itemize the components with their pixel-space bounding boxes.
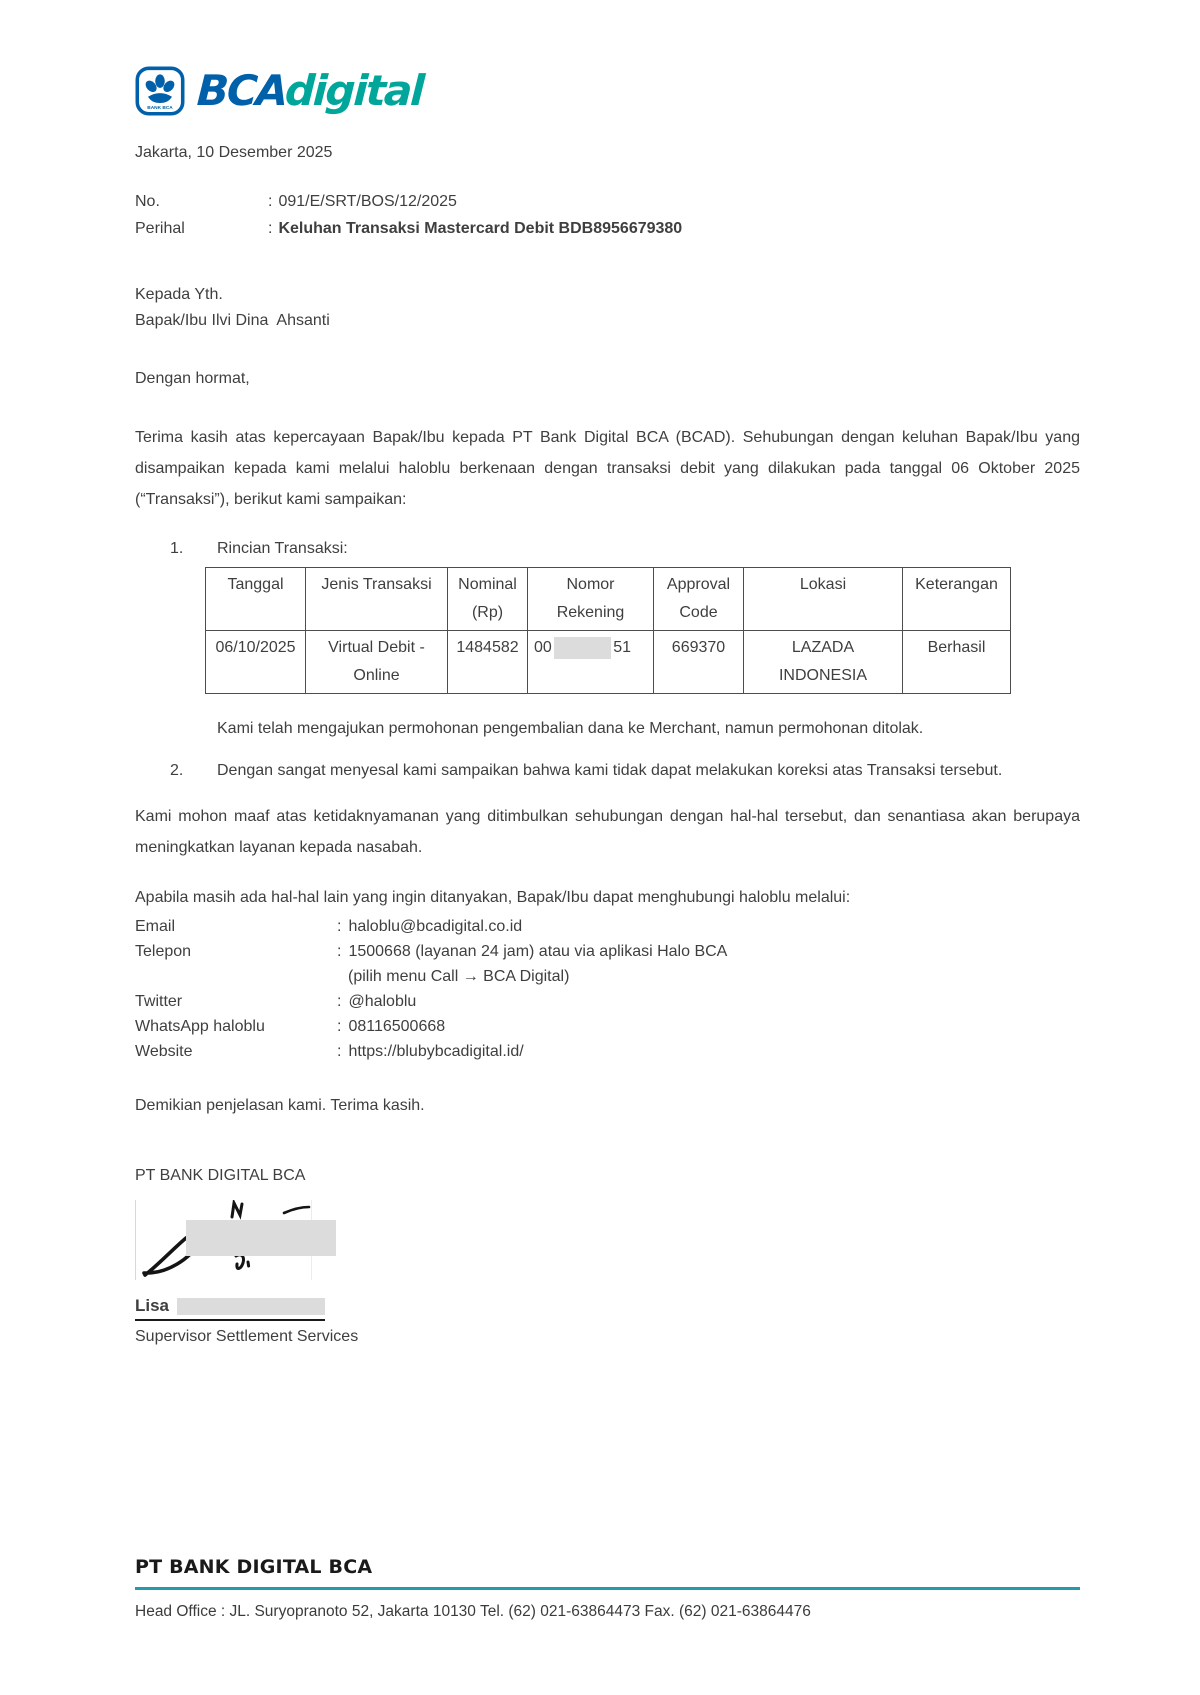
signer-title: Supervisor Settlement Services: [135, 1328, 359, 1345]
header-lokasi: Lokasi: [744, 568, 903, 631]
contact-colon: :: [337, 1043, 342, 1060]
logo-wordmark: [195, 66, 425, 115]
account-suffix: 51: [613, 639, 631, 656]
logo-bca-text: BCA: [195, 66, 287, 115]
contact-row-telepon: [135, 941, 1080, 962]
redaction-box-name: [177, 1298, 325, 1315]
list-item-2-number: 2.: [170, 762, 184, 779]
list-item-2-text: Dengan sangat menyesal kami sampaikan bahwa kami tidak dapat melakukan koreksi atas Transaksi tersebut.: [217, 762, 1003, 779]
recipient-line2: Bapak/Ibu Ilvi Dina Ahsanti: [135, 312, 330, 329]
recipient-block: [135, 285, 1080, 331]
contact-label-twitter: Twitter: [135, 993, 183, 1010]
contact-colon: :: [337, 943, 342, 960]
header-tanggal: Tanggal: [206, 568, 306, 631]
svg-text:BANK BCA: BANK BCA: [147, 106, 173, 112]
list-item-2: [135, 761, 1080, 781]
list-item-1: [135, 539, 1080, 559]
cell-lokasi: LAZADA INDONESIA: [744, 631, 903, 694]
contact-intro: Apabila masih ada hal-hal lain yang ingin ditanyakan, Bapak/Ibu dapat menghubungi haloblu melalui:: [135, 889, 851, 906]
letterhead-logo: [135, 64, 1080, 118]
contact-colon: :: [337, 1018, 342, 1035]
header-jenis-transaksi: Jenis Transaksi: [306, 568, 448, 631]
cell-nominal: 1484582: [448, 631, 528, 694]
letter-footer: [135, 1556, 1080, 1621]
perihal-value: Keluhan Transaksi Mastercard Debit BDB8956679380: [278, 220, 683, 237]
header-nomor-rekening: Nomor Rekening: [528, 568, 654, 631]
intro-paragraph: Terima kasih atas kepercayaan Bapak/Ibu kepada PT Bank Digital BCA (BCAD). Sehubungan dengan keluhan Bapak/Ibu yang disampaikan kepada kami melalui haloblu berkenaan dengan transaksi debit yang dilakukan pada tanggal 06 Oktober 2025 (“Transaksi”), berikut kami sampaikan:: [135, 429, 1080, 508]
date-line: Jakarta, 10 Desember 2025: [135, 144, 333, 161]
contact-label-telepon: Telepon: [135, 943, 192, 960]
contact-value-telepon: 1500668 (layanan 24 jam) atau via aplikasi Halo BCA: [348, 943, 728, 960]
contact-value-telepon-2: (pilih menu Call → BCA Digital): [348, 968, 570, 985]
no-value: 091/E/SRT/BOS/12/2025: [278, 193, 457, 210]
footer-address: Head Office : JL. Suryopranoto 52, Jakarta 10130 Tel. (62) 021-63864473 Fax. (62) 021-63864476: [135, 1603, 811, 1620]
transactions-table: [205, 567, 1011, 694]
signature-image: [135, 1200, 312, 1280]
header-approval-code: Approval Code: [654, 568, 744, 631]
table-row: [206, 631, 1011, 694]
logo-digital-text: digital: [283, 66, 425, 115]
contact-row-twitter: [135, 991, 1080, 1012]
perihal-colon: :: [268, 220, 273, 237]
header-nominal: Nominal (Rp): [448, 568, 528, 631]
cell-keterangan: Berhasil: [903, 631, 1011, 694]
apology-paragraph: Kami mohon maaf atas ketidaknyamanan yang ditimbulkan sehubungan dengan hal-hal tersebut, dan senantiasa akan berupaya meningkatkan layanan kepada nasabah.: [135, 808, 1080, 856]
redaction-box-signature: [186, 1220, 336, 1256]
no-colon: :: [268, 193, 273, 210]
meta-row-perihal: [135, 219, 1080, 239]
contact-label-whatsapp: WhatsApp haloblu: [135, 1018, 265, 1035]
perihal-label: Perihal: [135, 220, 185, 237]
footer-divider: [135, 1587, 1080, 1590]
signer-name: Lisa: [135, 1296, 170, 1315]
closing-company-name: PT BANK DIGITAL BCA: [135, 1167, 306, 1184]
no-label: No.: [135, 193, 160, 210]
account-prefix: 00: [534, 639, 552, 656]
salutation: Dengan hormat,: [135, 370, 250, 387]
meta-row-no: [135, 192, 1080, 212]
contact-row-whatsapp: [135, 1016, 1080, 1037]
contact-value-whatsapp: 08116500668: [348, 1018, 446, 1035]
contact-label-website: Website: [135, 1043, 193, 1060]
contact-row-telepon-line2: [135, 966, 1080, 987]
contact-row-email: [135, 916, 1080, 937]
recipient-line1: Kepada Yth.: [135, 286, 223, 303]
letter-meta: [135, 192, 1080, 239]
contact-value-website: https://blubybcadigital.id/: [348, 1043, 524, 1060]
cell-nomor-rekening: [528, 631, 654, 694]
cell-approval-code: 669370: [654, 631, 744, 694]
contact-row-website: [135, 1041, 1080, 1062]
account-number-masked: [534, 634, 647, 662]
contact-colon: :: [337, 993, 342, 1010]
cell-jenis-transaksi: Virtual Debit - Online: [306, 631, 448, 694]
closing-thanks: Demikian penjelasan kami. Terima kasih.: [135, 1097, 425, 1114]
contact-label-email: Email: [135, 918, 176, 935]
table-header-row: [206, 568, 1011, 631]
contact-label-spacer: [135, 966, 337, 987]
contact-value-email: haloblu@bcadigital.co.id: [348, 918, 523, 935]
contact-value-twitter: @haloblu: [348, 993, 417, 1010]
signer-name-line: [135, 1296, 325, 1321]
cell-tanggal: 06/10/2025: [206, 631, 306, 694]
footer-company-name: PT BANK DIGITAL BCA: [135, 1556, 373, 1578]
item-1-note: Kami telah mengajukan permohonan pengembalian dana ke Merchant, namun permohonan ditolak.: [217, 720, 924, 737]
contact-list: [135, 916, 1080, 1062]
contact-colon: :: [337, 918, 342, 935]
redaction-box-account: [554, 637, 611, 659]
list-item-1-number: 1.: [170, 540, 184, 557]
bca-flower-icon: [135, 66, 185, 116]
list-item-1-title: Rincian Transaksi:: [217, 540, 348, 557]
header-keterangan: Keterangan: [903, 568, 1011, 631]
